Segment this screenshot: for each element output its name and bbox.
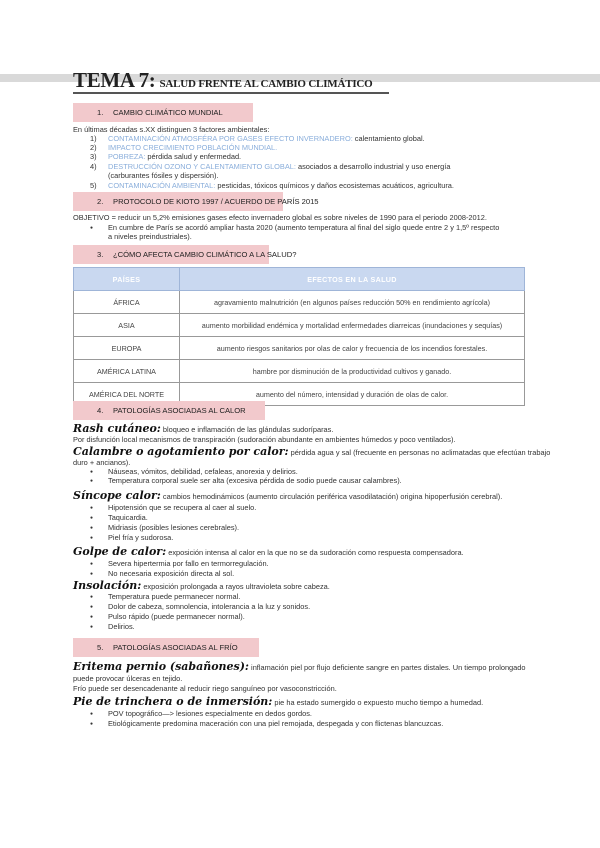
section-number: 4. [97,406,104,415]
table-cell: hambre por disminución de la productividad cultivos y ganado. [180,360,525,383]
table-cell: aumento morbilidad endémica y mortalidad enfermedades diarreicas (inundaciones y sequías) [180,314,525,337]
table-cell: AMÉRICA LATINA [74,360,180,383]
section-header-1 [73,103,253,122]
list-item-cont: (carburantes fósiles y dispersión). [108,171,219,180]
eritema-line: Eritema pernio (sabañones): inflamación piel por flujo deficiente sangre en partes distales. Un tiempo prolongado [73,660,526,673]
section-label: PROTOCOLO DE KIOTO 1997 / ACUERDO DE PARÍS 2015 [113,197,319,206]
table-cell: ASIA [74,314,180,337]
section-number: 5. [97,643,104,652]
table-cell: aumento del número, intensidad y duración de olas de calor. [180,383,525,406]
list-item: 4) [90,162,97,171]
bullet-item: ● Taquicardia. [108,513,148,522]
title-main: TEMA 7: [73,68,156,92]
bullet-item: ● Náuseas, vómitos, debilidad, cefaleas, anorexia y delirios. [108,467,298,476]
list-item: 2) [90,143,97,152]
table-row [74,291,525,314]
topic-heading: Pie de trinchera o de inmersión: [73,695,273,708]
table-cell: ÁFRICA [74,291,180,314]
table-cell: EUROPA [74,337,180,360]
bullet-item: ● Temperatura corporal suele ser alta (excesiva pérdida de sodio puede causar calambres). [108,476,402,485]
topic-heading: Golpe de calor: [73,545,167,558]
eritema-line-3: Frío puede ser desencadenante al reducir riego sanguíneo por vasoconstricción. [73,684,337,693]
section-1-intro: En últimas décadas s.XX distinguen 3 factores ambientales: [73,125,270,134]
topic-heading: Síncope calor: [73,489,161,502]
table-header-row [74,268,525,291]
section-number: 3. [97,250,104,259]
section-label: ¿CÓMO AFECTA CAMBIO CLIMÁTICO A LA SALUD? [113,250,297,259]
bullet-item-cont: a niveles preindustriales). [108,232,192,241]
eritema-line-2: puede provocar úlceras en tejido. [73,674,183,683]
table-row [74,337,525,360]
section-header-5 [73,638,259,657]
bullet-item: ● Piel fría y sudorosa. [108,533,173,542]
golpe-line: Golpe de calor: exposición intensa al calor en la que no se da sudoración como respuesta compensadora. [73,545,464,558]
bullet-item: ● Delirios. [108,622,135,631]
bullet-item: ● Hipotensión que se recupera al caer al suelo. [108,503,256,512]
bullet-item: ● No necesaria exposición directa al sol. [108,569,234,578]
list-item: 5) [90,181,97,190]
rash-line-2: Por disfunción local mecanismos de transpiración (sudoración abundante en ambientes húmedos y poco ventilados). [73,435,456,444]
topic-heading: Calambre o agotamiento por calor: [73,445,289,458]
bullet-item: ● Temperatura puede permanecer normal. [108,592,240,601]
section-label: PATOLOGÍAS ASOCIADAS AL CALOR [113,406,246,415]
table-cell: aumento riesgos sanitarios por olas de calor y frecuencia de los incendios forestales. [180,337,525,360]
table-row [74,360,525,383]
calambre-line: Calambre o agotamiento por calor: pérdida agua y sal (frecuente en personas no aclimatadas que efectúan trabajo [73,445,551,458]
section-header-3 [73,245,297,264]
section-number: 1. [97,108,104,117]
title-sub: SALUD FRENTE AL CAMBIO CLIMÁTICO [159,78,373,90]
table-cell: AMÉRICA DEL NORTE [74,383,180,406]
section-header-4 [73,401,265,420]
topic-heading: Eritema pernio (sabañones): [73,660,249,673]
list-item-text: IMPACTO CRECIMIENTO POBLACIÓN MUNDIAL. [108,143,278,152]
topic-heading: Rash cutáneo: [73,422,161,435]
page-title [73,68,373,93]
bullet-item: ● Dolor de cabeza, somnolencia, intolerancia a la luz y sonidos. [108,602,310,611]
section-label: CAMBIO CLIMÁTICO MUNDIAL [113,108,223,117]
bullet-item: ● Midriasis (posibles lesiones cerebrales). [108,523,239,532]
section-header-2 [73,192,319,211]
table-cell: agravamiento malnutrición (en algunos países reducción 50% en rendimiento agrícola) [180,291,525,314]
bullet-item: ● Etiológicamente predomina maceración con una piel remojada, despegada y con flictenas blancuzcas. [108,719,443,728]
table-header: PAÍSES [74,268,180,291]
effects-table [73,267,525,406]
insolacion-line: Insolación: exposición prolongada a rayos ultravioleta sobre cabeza. [73,579,330,592]
section-2-objective: OBJETIVO = reducir un 5,2% emisiones gases efecto invernadero global es sobre niveles de 1990 para el periodo 2008-2012. [73,213,487,222]
list-item-text: POBREZA: pérdida salud y enfermedad. [108,152,242,161]
section-label: PATOLOGÍAS ASOCIADAS AL FRÍO [113,643,238,652]
title-underline [73,92,389,94]
bullet-item: ● POV topográfico—> lesiones especialmente en dedos gordos. [108,709,312,718]
table-row [74,314,525,337]
calambre-line-2: duro + ancianos). [73,458,131,467]
bullet-item: ● Severa hipertermia por fallo en termorregulación. [108,559,269,568]
bullet-item: ● Pulso rápido (puede permanecer normal). [108,612,245,621]
pie-trinchera-line: Pie de trinchera o de inmersión: pie ha estado sumergido o expuesto mucho tiempo a humedad. [73,695,484,708]
list-item-text: DESTRUCCIÓN OZONO Y CALENTAMIENTO GLOBAL: asociados a desarrollo industrial y uso energía [108,162,451,171]
list-item-text: CONTAMINACIÓN AMBIENTAL: pesticidas, tóxicos químicos y daños ecosistemas acuáticos, agricultura. [108,181,454,190]
rash-line: Rash cutáneo: bloqueo e inflamación de las glándulas sudoríparas. [73,422,334,435]
list-item-text: CONTAMINACIÓN ATMOSFÉRA POR GASES EFECTO INVERNADERO: calentamiento global. [108,134,425,143]
list-item: 1) [90,134,97,143]
section-number: 2. [97,197,104,206]
table-header: EFECTOS EN LA SALUD [180,268,525,291]
bullet-item: ● En cumbre de París se acordó ampliar hasta 2020 (aumento temperatura al final del siglo quede entre 2 y 1,5º respecto [108,223,499,232]
topic-heading: Insolación: [73,579,142,592]
sincope-line: Síncope calor: cambios hemodinámicos (aumento circulación periférica vasodilatación) origina hipoperfusión cerebral). [73,489,503,502]
list-item: 3) [90,152,97,161]
